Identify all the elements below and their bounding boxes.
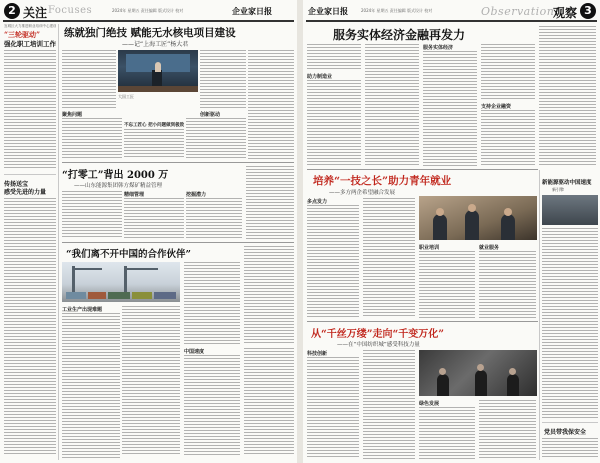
right-story1-text-col-1b	[307, 80, 361, 166]
sidebar-kicker: 宜城区大力推进职业培训中心建设	[4, 24, 56, 28]
story1-headline: 练就独门绝技 赋能无水核电项目建设	[64, 27, 236, 39]
photo-crane-arm-2	[124, 268, 158, 270]
photo-person-6	[507, 374, 519, 396]
paper-name-left: 企业家日报	[232, 6, 272, 16]
right-story3-text-col-1	[307, 357, 359, 459]
right-story1-sub-1: 助力制造业	[307, 74, 333, 80]
story1-text-col-3	[200, 50, 246, 108]
right-sidebar-deck: 新引擎	[552, 187, 564, 192]
right-sidebar-column-rule	[539, 170, 540, 460]
story1-text-col-1	[62, 50, 116, 108]
story3-headline: “我们离不开中国的合作伙伴”	[66, 249, 191, 260]
right-story3-sub-1: 科技创新	[307, 351, 328, 357]
story1-text-col-2b	[124, 129, 184, 158]
photo-crane-arm-1	[72, 268, 102, 270]
photo-head-5	[477, 364, 484, 371]
right-sidebar-text	[542, 228, 598, 418]
section-title-en-right: Observation	[481, 5, 555, 18]
sidebar-mid-title-1: 传扬送宝	[4, 181, 29, 188]
right-story3-text-col-3	[419, 407, 475, 459]
story2-text-col-2	[124, 198, 184, 239]
section-title-en-left: Focuses	[48, 5, 93, 16]
right-sidebar	[542, 170, 598, 460]
right-story2-sub-2: 职业培训	[419, 245, 440, 251]
photo-podium	[152, 70, 162, 86]
right-story2-text-col-3	[419, 251, 475, 318]
story1-text-col-3b	[186, 118, 246, 158]
story3-sub-2: 中国速度	[184, 349, 205, 355]
page-number-left: 2	[4, 3, 20, 19]
photo-container-1	[66, 292, 86, 299]
right-story2-bottom-rule	[307, 321, 538, 322]
photo-floor	[118, 86, 198, 92]
sidebar-body-text-1	[4, 50, 56, 170]
right-story1-sub-3: 支持企业融资	[481, 104, 512, 110]
story1-text-col-1b	[62, 118, 122, 158]
story1-sub-1: 聚焦问题	[62, 112, 83, 118]
right-story2-text-col-1	[307, 205, 359, 318]
story2-text-col-3	[186, 198, 242, 239]
right-sidebar-divider	[542, 422, 598, 423]
right-story1-text-col-3	[423, 51, 477, 166]
photo-head-4	[439, 368, 446, 375]
photo-crane-1	[72, 266, 75, 294]
photo-speaker	[155, 62, 161, 72]
right-page	[303, 0, 600, 463]
photo-person-1	[433, 214, 447, 240]
left-page	[0, 0, 297, 463]
story2-deck: ——山东能源集团韩方煤矿精益管理	[74, 183, 163, 189]
right-story1-sub-2: 服务实体经济	[423, 45, 454, 51]
right-story2-text-col-2	[363, 198, 415, 318]
left-sidebar	[4, 24, 56, 460]
header-rule-right	[306, 20, 597, 22]
photo-container-4	[132, 292, 152, 299]
right-story1-bottom-rule	[307, 169, 538, 170]
right-story1-text-col-2	[365, 44, 419, 166]
sidebar-mid-title-2: 感受先进的力量	[4, 189, 47, 196]
story3-text-col-4	[244, 246, 294, 344]
sidebar-title-main: 强化职工培训工作	[4, 40, 56, 48]
right-story3-sub-2: 绿色发展	[419, 401, 440, 407]
photo-container-2	[88, 292, 106, 299]
photo-head-3	[504, 208, 512, 216]
section-title-right: 观察	[553, 6, 578, 20]
story1-deck: ——记“上海工匠”杨大君	[122, 41, 189, 48]
right-sidebar-bottom-title: 党员带我保安全	[544, 429, 587, 436]
right-story1-text-col-4b	[481, 110, 535, 166]
sidebar-divider	[4, 174, 56, 175]
photo-head-6	[509, 368, 516, 375]
header-meta-right: 2024年 星期五 责任编辑 版式设计 校对	[361, 8, 433, 13]
story3-text-col-1	[62, 313, 120, 460]
story1-text-col-4	[248, 50, 294, 160]
right-story1-text-col-5	[539, 26, 596, 166]
story3-sub-1: 工业生产出现难题	[62, 307, 103, 313]
story2-bottom-rule	[62, 242, 294, 243]
story3-text-col-2	[122, 306, 180, 456]
sidebar-column-rule	[58, 24, 59, 460]
story2-sub-1: 精细管理	[124, 192, 145, 198]
story3-photo	[62, 262, 180, 302]
photo-person-2	[465, 210, 479, 240]
right-sidebar-photo	[542, 195, 598, 225]
sidebar-body-text-2	[4, 198, 56, 456]
right-story1-text-col-1	[307, 44, 361, 70]
right-story2-deck: ——多方两企希望融合发展	[329, 190, 396, 196]
section-title-left: 关注	[23, 6, 48, 20]
right-story2-sub-3: 就业服务	[479, 245, 500, 251]
photo-head-1	[436, 208, 444, 216]
right-story2-photo	[419, 196, 537, 240]
photo-head-2	[468, 204, 476, 212]
right-sidebar-bottom-text	[542, 438, 598, 458]
story3-text-col-3b	[184, 355, 240, 456]
story2-text-col-1	[62, 191, 122, 239]
header-meta-left: 2024年 星期五 责任编辑 版式设计 校对	[112, 8, 184, 13]
story2-headline: “打零工”背出 2000 万	[62, 170, 169, 181]
right-story1-text-col-4	[481, 44, 535, 100]
sidebar-title-quote: “三轮驱动”	[4, 30, 41, 39]
story1-photo-caption: 大国工匠	[118, 94, 134, 99]
story3-text-col-3	[184, 262, 240, 344]
story1-sub-2: 不忘工匠心 把小问题做到极致	[124, 123, 185, 128]
photo-person-4	[437, 374, 449, 396]
header-rule-left	[3, 20, 294, 22]
page-number-right: 3	[580, 3, 596, 19]
right-sidebar-title: 新能源驱动中国速度	[542, 180, 592, 186]
photo-person-5	[475, 370, 487, 396]
story3-text-col-4b	[244, 348, 294, 456]
paper-name-right: 企业家日报	[308, 6, 348, 16]
photo-container-5	[154, 292, 176, 299]
story2-text-col-4	[246, 166, 294, 239]
photo-container-3	[108, 292, 130, 299]
right-story2-headline: 培养“一技之长”助力青年就业	[313, 175, 452, 187]
right-story3-text-col-2	[363, 350, 415, 459]
right-story3-photo	[419, 350, 537, 396]
story1-photo	[118, 50, 198, 92]
photo-person-3	[501, 214, 515, 240]
right-story2-sub-1: 多点发力	[307, 199, 328, 205]
photo-crane-2	[124, 266, 127, 294]
right-story1-headline: 服务实体经济金融再发力	[333, 28, 466, 42]
story1-sub-3: 创新驱动	[200, 112, 221, 118]
right-story2-text-col-4	[479, 251, 536, 318]
story1-bottom-rule	[62, 162, 294, 163]
story2-sub-2: 挖掘潜力	[186, 192, 207, 198]
right-story3-deck: ——在“中国纺织城”感受科技力量	[337, 342, 420, 348]
right-story3-headline: 从“千丝万缕”走向“千变万化”	[311, 329, 445, 340]
right-story3-text-col-4	[479, 400, 536, 459]
